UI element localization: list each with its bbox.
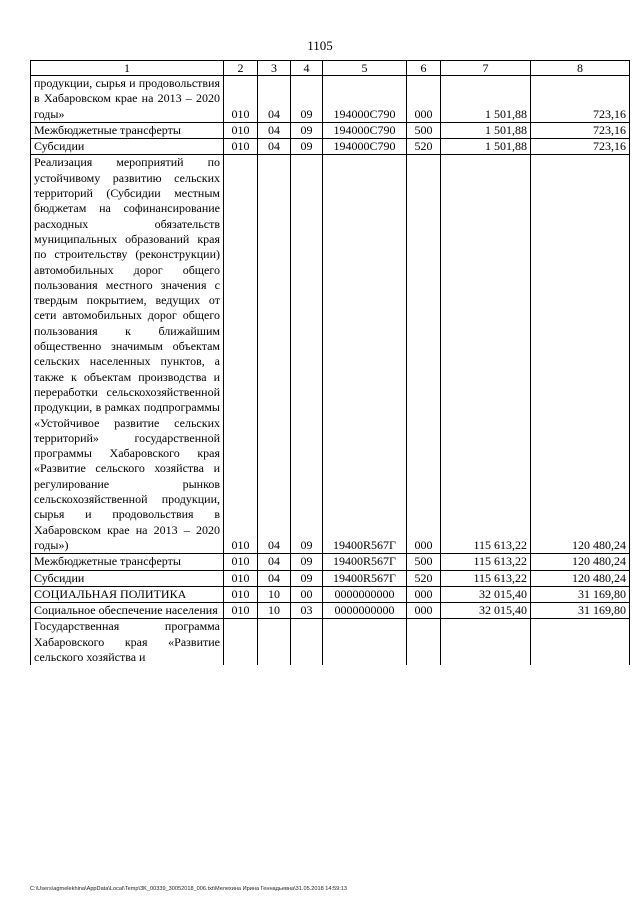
target-article-code: 194000С790 bbox=[323, 122, 407, 138]
amount-col8: 120 480,24 bbox=[531, 554, 630, 570]
amount-col8: 31 169,80 bbox=[531, 603, 630, 619]
amount-col7: 1 501,88 bbox=[441, 122, 531, 138]
table-row bbox=[31, 619, 630, 665]
expense-type-code: 000 bbox=[407, 155, 441, 554]
expense-type-code: 000 bbox=[407, 76, 441, 123]
expense-type-code: 000 bbox=[407, 586, 441, 602]
table-row bbox=[31, 554, 630, 570]
amount-col8: 31 169,80 bbox=[531, 586, 630, 602]
target-article-code: 194000С790 bbox=[323, 76, 407, 123]
amount-col8: 120 480,24 bbox=[531, 155, 630, 554]
subsection-code: 09 bbox=[291, 155, 323, 554]
expense-type-code: 520 bbox=[407, 139, 441, 155]
amount-col8: 723,16 bbox=[531, 122, 630, 138]
section-code: 04 bbox=[258, 139, 291, 155]
row-description: Субсидии bbox=[31, 570, 224, 586]
row-description: Субсидии bbox=[31, 139, 224, 155]
column-header: 1 bbox=[31, 61, 224, 76]
ministry-code: 010 bbox=[224, 586, 258, 602]
amount-col8: 723,16 bbox=[531, 139, 630, 155]
amount-col7: 115 613,22 bbox=[441, 554, 531, 570]
subsection-code: 09 bbox=[291, 76, 323, 123]
section-code: 04 bbox=[258, 155, 291, 554]
expense-type-code: 500 bbox=[407, 554, 441, 570]
section-code: 10 bbox=[258, 586, 291, 602]
column-header: 5 bbox=[323, 61, 407, 76]
subsection-code: 09 bbox=[291, 122, 323, 138]
amount-col7: 115 613,22 bbox=[441, 155, 531, 554]
amount-col7: 32 015,40 bbox=[441, 586, 531, 602]
table-row bbox=[31, 155, 630, 554]
section-code: 04 bbox=[258, 76, 291, 123]
ministry-code: 010 bbox=[224, 76, 258, 123]
row-description: Государственная программа Хабаровского края «Развитие сельского хозяйства и bbox=[31, 619, 224, 665]
section-code bbox=[258, 619, 291, 665]
row-description: Реализация мероприятий по устойчивому развитию сельских территорий (Субсидии местным бюджетам на софинансирование расходных обязательств муниципальных образований края по строительству (реконструкции) автомобильных дорог общего пользования местного значения с твердым покрытием, ведущих от сети автомобильных дорог общего пользования к ближайшим общественно значимым объектам сельских населенных пунктов, а также к объектам производства и переработки сельскохозяйственной продукции, в рамках подпрограммы «Устойчивое развитие сельских территорий» государственной программы Хабаровского края «Развитие сельского хозяйства и регулирование рынков сельскохозяйственной продукции, сырья и продовольствия в Хабаровском крае на 2013 – 2020 годы») bbox=[31, 155, 224, 554]
subsection-code: 09 bbox=[291, 139, 323, 155]
table-row bbox=[31, 122, 630, 138]
subsection-code: 00 bbox=[291, 586, 323, 602]
amount-col8: 723,16 bbox=[531, 76, 630, 123]
table-row bbox=[31, 139, 630, 155]
target-article-code: 194000С790 bbox=[323, 139, 407, 155]
table-row bbox=[31, 586, 630, 602]
table-row bbox=[31, 570, 630, 586]
budget-table bbox=[30, 60, 630, 665]
page-number: 1105 bbox=[307, 38, 333, 53]
ministry-code bbox=[224, 619, 258, 665]
ministry-code: 010 bbox=[224, 570, 258, 586]
expense-type-code: 000 bbox=[407, 603, 441, 619]
row-description: Социальное обеспечение населения bbox=[31, 603, 224, 619]
column-header: 8 bbox=[531, 61, 630, 76]
amount-col8 bbox=[531, 619, 630, 665]
section-code: 04 bbox=[258, 122, 291, 138]
amount-col7: 1 501,88 bbox=[441, 76, 531, 123]
ministry-code: 010 bbox=[224, 155, 258, 554]
subsection-code: 09 bbox=[291, 554, 323, 570]
table-row bbox=[31, 76, 630, 123]
column-header-row bbox=[31, 61, 630, 76]
amount-col7 bbox=[441, 619, 531, 665]
ministry-code: 010 bbox=[224, 122, 258, 138]
ministry-code: 010 bbox=[224, 139, 258, 155]
amount-col7: 32 015,40 bbox=[441, 603, 531, 619]
target-article-code: 19400R567Г bbox=[323, 155, 407, 554]
section-code: 04 bbox=[258, 554, 291, 570]
section-code: 04 bbox=[258, 570, 291, 586]
target-article-code: 0000000000 bbox=[323, 586, 407, 602]
column-header: 4 bbox=[291, 61, 323, 76]
section-code: 10 bbox=[258, 603, 291, 619]
ministry-code: 010 bbox=[224, 554, 258, 570]
amount-col7: 115 613,22 bbox=[441, 570, 531, 586]
subsection-code bbox=[291, 619, 323, 665]
subsection-code: 09 bbox=[291, 570, 323, 586]
row-description: Межбюджетные трансферты bbox=[31, 554, 224, 570]
target-article-code bbox=[323, 619, 407, 665]
amount-col7: 1 501,88 bbox=[441, 139, 531, 155]
row-description: Межбюджетные трансферты bbox=[31, 122, 224, 138]
expense-type-code: 520 bbox=[407, 570, 441, 586]
column-header: 7 bbox=[441, 61, 531, 76]
target-article-code: 19400R567Г bbox=[323, 554, 407, 570]
column-header: 6 bbox=[407, 61, 441, 76]
table-row bbox=[31, 603, 630, 619]
subsection-code: 03 bbox=[291, 603, 323, 619]
row-description: СОЦИАЛЬНАЯ ПОЛИТИКА bbox=[31, 586, 224, 602]
amount-col8: 120 480,24 bbox=[531, 570, 630, 586]
expense-type-code: 500 bbox=[407, 122, 441, 138]
ministry-code: 010 bbox=[224, 603, 258, 619]
target-article-code: 0000000000 bbox=[323, 603, 407, 619]
expense-type-code bbox=[407, 619, 441, 665]
column-header: 3 bbox=[258, 61, 291, 76]
file-path-footer: C:\Users\agmelekhina\AppData\Local\Temp\3K_00339_30052018_006.txt\Мелехина Ирина Геннадьевна\31.05.2018 14:59:13 bbox=[30, 886, 348, 892]
row-description: продукции, сырья и продовольствия в Хабаровском крае на 2013 – 2020 годы» bbox=[31, 76, 224, 123]
target-article-code: 19400R567Г bbox=[323, 570, 407, 586]
column-header: 2 bbox=[224, 61, 258, 76]
